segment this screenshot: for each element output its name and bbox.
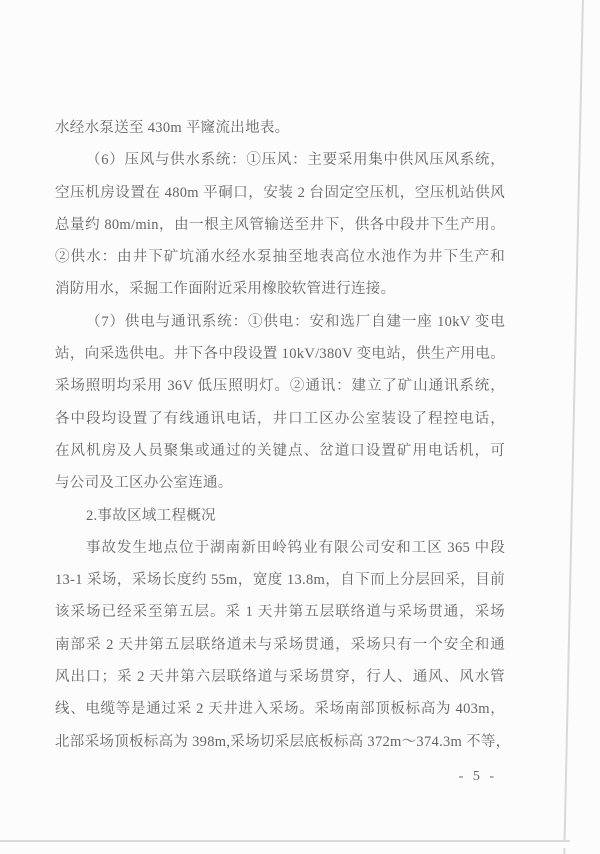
text-line: 线、电缆等是通过采 2 天井进入采场。采场南部顶板标高为 403m， — [55, 701, 505, 718]
text-line: 风出口；采 2 天井第六层联络道与采场贯穿，行人、通风、风水管 — [55, 669, 505, 686]
section-heading: 2.事故区域工程概况 — [86, 507, 216, 524]
text-line: 空压机房设置在 480m 平硐口，安装 2 台固定空压机，空压机站供风 — [55, 184, 505, 201]
text-line: 在风机房及人员聚集或通过的关键点、岔道口设置矿用电话机，可 — [55, 442, 505, 459]
scan-page-right-edge — [563, 0, 583, 854]
page-number: - 5 - — [458, 769, 497, 784]
scan-bottom-margin — [0, 842, 570, 848]
text-line: 南部采 2 天井第五层联络道未与采场贯通，采场只有一个安全和通 — [55, 636, 505, 653]
text-line: 该采场已经采至第五层。采 1 天井第五层联络道与采场贯通，采场 — [55, 604, 505, 621]
text-line: 站，向采选供电。井下各中段设置 10kV/380V 变电站，供生产用电。 — [55, 346, 505, 363]
text-line: 各中段均设置了有线通讯电话，井口工区办公室装设了程控电话， — [55, 410, 505, 427]
text-line: （6）压风与供水系统：①压风：主要采用集中供风压风系统， — [86, 152, 505, 169]
text-line: 与公司及工区办公室连通。 — [55, 475, 233, 492]
text-line: 事故发生地点位于湖南新田岭钨业有限公司安和工区 365 中段 — [86, 539, 505, 556]
text-line: 13-1 采场，采场长度约 55m，宽度 13.8m，自下而上分层回采，目前 — [55, 572, 505, 589]
text-line: 北部采场顶板标高为 398m,采场切采层底板标高 372m～374.3m 不等， — [55, 733, 511, 750]
text-line: 总量约 80m/min，由一根主风管输送至井下，供各中段井下生产用。 — [55, 216, 505, 233]
document-body-text — [55, 112, 511, 758]
text-line: 消防用水，采掘工作面附近采用橡胶软管进行连接。 — [55, 281, 396, 298]
text-line: 采场照明均采用 36V 低压照明灯。②通讯：建立了矿山通讯系统， — [55, 378, 505, 395]
text-line: ②供水：由井下矿坑涌水经水泵抽至地表高位水池作为井下生产和 — [55, 249, 505, 266]
text-line: （7）供电与通讯系统：①供电：安和选厂自建一座 10kV 变电 — [86, 313, 505, 330]
text-line: 水经水泵送至 430m 平窿流出地表。 — [55, 120, 290, 136]
